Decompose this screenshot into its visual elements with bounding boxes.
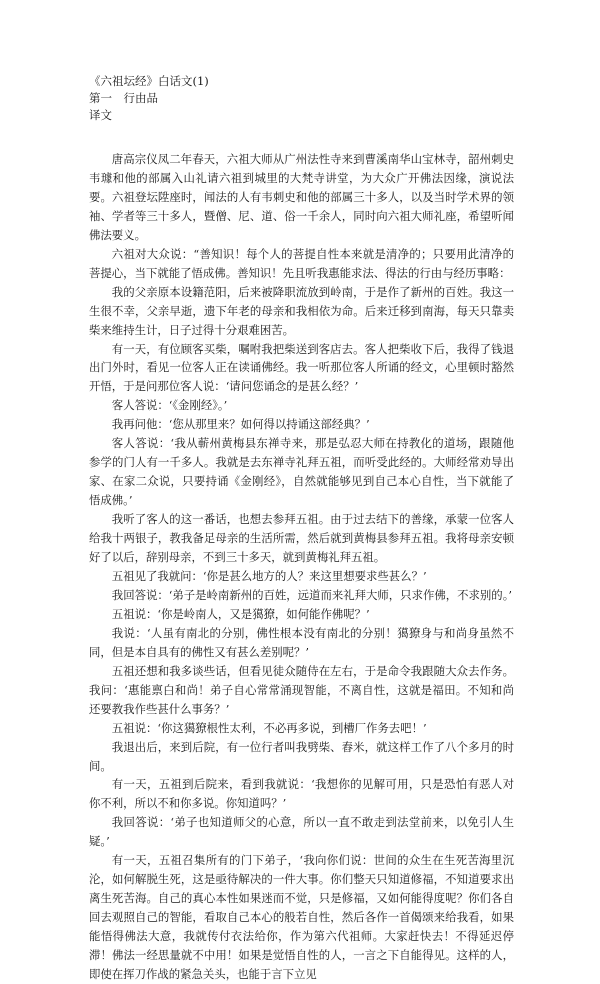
paragraph: 唐高宗仪凤二年春天，六祖大师从广州法性寺来到曹溪南华山宝林寺，韶州刺史韦璩和他的部属入山礼请六祖到城里的大梵寺讲堂，为大众广开佛法因缘，演说法要。六祖登坛陞座时，闻法的人有韦刺史和他的部属三十多人，以及当时学术界的领袖、学者等三十多人，暨僧、尼、道、俗一千余人，同时向六祖大师礼座，希望听闻佛法要义。 — [89, 152, 514, 242]
document-header — [89, 73, 519, 124]
paragraph: 五祖说：‘你是岭南人，又是獦獠，如何能作佛呢？’ — [111, 606, 370, 621]
paragraph: 有一天，五祖到后院来，看到我就说：‘我想你的见解可用，只是恐怕有恶人对你不利，所以不和你多说。你知道吗？’ — [89, 777, 514, 811]
paragraph: 五祖说：‘你这獦獠根性太利，不必再多说，到槽厂作务去吧！’ — [111, 720, 427, 735]
chapter-heading: 第一 行由品 — [89, 91, 158, 105]
paragraph: 我的父亲原本设籍范阳，后来被降职流放到岭南，于是作了新州的百姓。我这一生很不幸，父亲早逝，遗下年老的母亲和我相依为命。后来迁移到南海，每天只靠卖柴来维持生计，日子过得十分艰难困苦。 — [89, 284, 514, 337]
paragraph: 五祖见了我就问：‘你是甚么地方的人？来这里想要求些甚么？’ — [111, 568, 427, 583]
paragraph: 我听了客人的这一番话，也想去参拜五祖。由于过去结下的善缘，承蒙一位客人给我十两银子，教我备足母亲的生活所需，然后就到黄梅县参拜五祖。我将母亲安顿好了以后，辞别母亲，不到三十多天，就到黄梅礼拜五祖。 — [89, 512, 514, 565]
document-title: 《六祖坛经》白话文(1) — [89, 74, 209, 88]
paragraph: 我回答说：‘弟子也知道师父的心意，所以一直不敢走到法堂前来，以免引人生疑。’ — [89, 815, 514, 849]
document-body — [89, 150, 514, 984]
paragraph: 五祖还想和我多谈些话，但看见徒众随侍在左右，于是命令我跟随大众去作务。我问：‘惠能禀白和尚！弟子自心常常涌现智能，不离自性，这就是福田。不知和尚还要教我作些甚什么事务？’ — [89, 663, 514, 716]
paragraph: 我退出后，来到后院，有一位行者叫我劈柴、舂米，就这样工作了八个多月的时间。 — [89, 739, 514, 773]
paragraph: 有一天，五祖召集所有的门下弟子，‘我向你们说：世间的众生在生死苦海里沉沦，如何解脱生死，这是亟待解决的一件大事。你们整天只知道修福，不知道要求出离生死苦海。自己的真心本性如果迷而不觉，只是修福，又如何能得度呢？你们各自回去观照自己的智能，看取自己本心的般若自性，然后各作一首偈颂来给我看，如果能悟得佛法大意，我就传付衣法给你，作为第六代祖师。大家赶快去！不得延迟停滞！佛法一经思量就不中用！如果是觉悟自性的人，一言之下自能得见。这样的人，即使在挥刀作战的紧急关头，也能于言下立见 — [89, 853, 514, 981]
paragraph: 六祖对大众说：“善知识！每个人的菩提自性本来就是清净的；只要用此清净的菩提心，当下就能了悟成佛。善知识！先且听我惠能求法、得法的行由与经历事略： — [89, 246, 514, 280]
paragraph: 我再问他：‘您从那里来？如何得以持诵这部经典？’ — [111, 417, 370, 432]
paragraph: 有一天，有位顾客买柴，嘱咐我把柴送到客店去。客人把柴收下后，我得了钱退出门外时，看见一位客人正在读诵佛经。我一听那位客人所诵的经文，心里顿时豁然开悟，于是问那位客人说：‘请问您诵念的是甚么经？’ — [89, 341, 514, 394]
paragraph: 我回答说：‘弟子是岭南新州的百姓，远道而来礼拜大师，只求作佛，不求别的。’ — [111, 587, 513, 602]
paragraph: 客人答说：‘我从蕲州黄梅县东禅寺来，那是弘忍大师在持教化的道场，跟随他参学的门人有一千多人。我就是去东禅寺礼拜五祖，而听受此经的。大师经常劝导出家、在家二众说，只要持诵《金刚经》，自然就能够见到自己本心自性，当下就能了悟成佛。’ — [89, 436, 514, 508]
paragraph: 客人答说：‘《金刚经》。’ — [111, 398, 228, 413]
paragraph: 我说：‘人虽有南北的分别，佛性根本没有南北的分别！獦獠身与和尚身虽然不同，但是本自具有的佛性又有甚么差别呢？’ — [89, 625, 514, 659]
section-label: 译文 — [89, 108, 112, 122]
